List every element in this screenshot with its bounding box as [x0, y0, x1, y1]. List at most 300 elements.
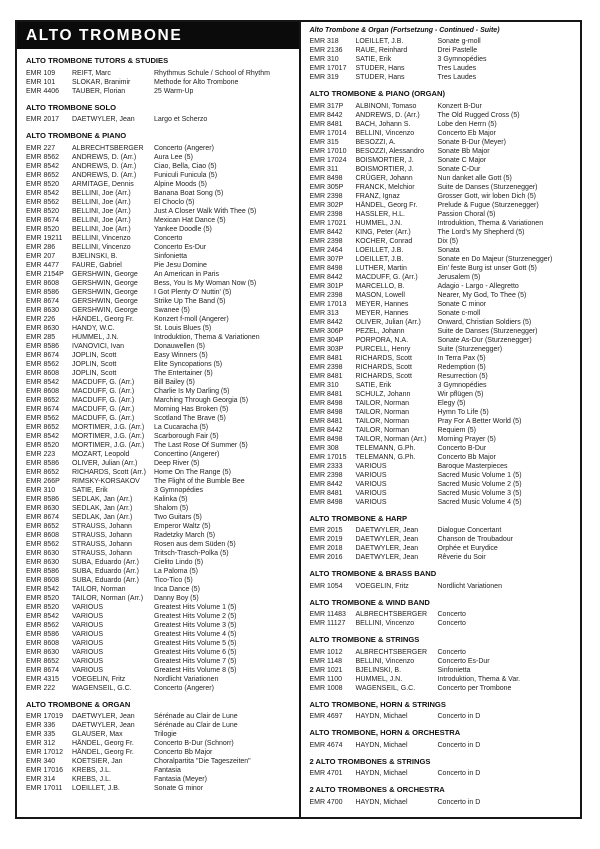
- catalog-row: [310, 582, 576, 591]
- row-composer: HÄNDEL, Georg Fr.: [72, 315, 134, 323]
- catalog-row: [26, 468, 294, 477]
- row-title: Introduktion, Thema & Var.: [437, 675, 521, 683]
- catalog-row: [310, 741, 576, 750]
- row-emr: EMR 303P: [309, 345, 344, 353]
- row-title: The Flight of the Bumble Bee: [154, 477, 245, 485]
- catalog-row: [310, 174, 576, 183]
- row-title: Concerto per Trombone: [437, 684, 512, 692]
- section-heading: ALTO TROMBONE & BRASS BAND: [309, 569, 437, 578]
- row-composer: SATIE, Erik: [355, 56, 392, 63]
- row-emr: EMR 19211: [26, 234, 63, 242]
- row-title: Sonate c-moll: [437, 309, 481, 317]
- row-title: Tres Laudes: [437, 65, 477, 72]
- row-emr: EMR 2017: [26, 116, 60, 123]
- row-composer: MORTIMER, J.G. (Arr.): [72, 432, 145, 440]
- catalog-row: [26, 369, 294, 378]
- row-emr: EMR 8498: [309, 399, 343, 407]
- row-title: Tico-Tico (5): [154, 576, 193, 584]
- row-emr: EMR 8442: [309, 480, 343, 488]
- catalog-row: [310, 453, 576, 462]
- row-emr: EMR 4700: [309, 798, 343, 806]
- row-emr: EMR 8442: [309, 111, 343, 119]
- row-emr: EMR 8520: [26, 180, 60, 188]
- catalog-row: [26, 87, 294, 96]
- catalog-row: [26, 540, 294, 549]
- row-emr: EMR 8542: [26, 189, 60, 197]
- catalog-row: [310, 480, 576, 489]
- row-title: El Choclo (5): [154, 198, 195, 206]
- row-emr: EMR 4406: [26, 87, 60, 95]
- catalog-row: [310, 201, 576, 210]
- row-emr: EMR 285: [26, 333, 56, 341]
- row-emr: EMR 8542: [26, 162, 60, 170]
- row-emr: EMR 266P: [26, 477, 60, 485]
- catalog-row: [26, 504, 294, 513]
- row-emr: EMR 11483: [309, 611, 346, 618]
- catalog-row: [26, 757, 294, 766]
- row-emr: EMR 8652: [26, 171, 60, 179]
- catalog-row: [26, 495, 294, 504]
- row-emr: EMR 4697: [309, 713, 343, 720]
- row-emr: EMR 1054: [309, 582, 343, 590]
- catalog-row: [26, 639, 294, 648]
- row-title: Charlie Is My Darling (5): [154, 387, 230, 395]
- row-composer: RICHARDS, Scott: [355, 372, 412, 380]
- row-composer: JOPLIN, Scott: [72, 369, 117, 377]
- row-emr: EMR 2016: [309, 554, 343, 561]
- row-emr: EMR 304P: [309, 336, 344, 344]
- row-composer: VOEGELIN, Fritz: [72, 675, 126, 683]
- row-composer: SEDLAK, Jan (Arr.): [72, 495, 133, 503]
- catalog-row: [26, 477, 294, 486]
- row-title: Sonate g-moll: [437, 38, 481, 45]
- catalog-row: [26, 225, 294, 234]
- row-title: Fantasia: [154, 767, 181, 774]
- row-title: Sinfonietta: [154, 252, 188, 260]
- catalog-row: [26, 441, 294, 450]
- catalog-row: [26, 423, 294, 432]
- catalog-row: [26, 69, 294, 78]
- row-emr: EMR 2333: [309, 462, 343, 470]
- row-emr: EMR 286: [26, 243, 56, 251]
- row-composer: FRANCK, Melchior: [355, 183, 415, 191]
- row-emr: EMR 2018: [309, 545, 343, 552]
- row-emr: EMR 17024: [309, 156, 347, 164]
- row-emr: EMR 8542: [26, 432, 60, 440]
- row-composer: GERSHWIN, George: [72, 270, 138, 278]
- row-composer: MOZART, Leopold: [72, 450, 130, 458]
- row-emr: EMR 1100: [309, 675, 343, 683]
- row-title: Methode for Alto Trombone: [154, 78, 239, 86]
- row-composer: WAGENSEIL, G.C.: [355, 684, 416, 692]
- catalog-row: [310, 444, 576, 453]
- row-emr: EMR 222: [26, 684, 56, 692]
- row-emr: EMR 8652: [26, 522, 60, 530]
- catalog-row: [26, 207, 294, 216]
- row-composer: MASON, Lowell: [355, 291, 405, 299]
- row-composer: VARIOUS: [72, 630, 103, 638]
- row-emr: EMR 2398: [309, 210, 343, 218]
- row-composer: HUMMEL, J.N.: [355, 675, 403, 683]
- row-emr: EMR 8630: [26, 648, 60, 656]
- section-heading: ALTO TROMBONE, HORN & STRINGS: [309, 699, 446, 709]
- row-composer: MORTIMER, J.G. (Arr.): [72, 423, 145, 431]
- row-title: 3 Gymnopédies: [154, 486, 204, 494]
- row-title: Sonate C minor: [437, 300, 487, 308]
- row-composer: STRAUSS, Johann: [72, 531, 132, 539]
- row-composer: BELLINI, Joe (Arr.): [72, 198, 131, 206]
- row-composer: VARIOUS: [72, 639, 103, 647]
- row-composer: KREBS, J.L.: [72, 767, 111, 774]
- catalog-row: [310, 246, 576, 255]
- row-emr: EMR 8542: [26, 612, 60, 620]
- row-emr: EMR 8630: [26, 504, 60, 512]
- row-emr: EMR 8498: [309, 408, 343, 416]
- row-composer: TAILOR, Norman: [355, 426, 410, 434]
- row-title: Emperor Waltz (5): [154, 522, 211, 530]
- row-composer: DAETWYLER, Jean: [355, 536, 419, 543]
- row-title: Greatest Hits Volume 1 (5): [154, 603, 237, 611]
- row-composer: ANDREWS, D. (Arr.): [355, 111, 420, 119]
- row-emr: EMR 4315: [26, 675, 60, 683]
- row-title: Alpine Moods (5): [154, 180, 207, 188]
- row-title: The Old Rugged Cross (5): [437, 111, 520, 119]
- row-title: Sacred Music Volume 4 (5): [437, 498, 522, 506]
- row-title: Inca Dance (5): [154, 585, 200, 593]
- row-emr: EMR 8586: [26, 630, 60, 638]
- row-composer: SATIE, Erik: [355, 381, 392, 389]
- catalog-row: [26, 189, 294, 198]
- row-emr: EMR 8630: [26, 306, 60, 314]
- row-emr: EMR 8608: [26, 639, 60, 647]
- row-title: Bill Bailey (5): [154, 378, 195, 386]
- row-composer: SUBA, Eduardo (Arr.): [72, 576, 139, 584]
- catalog-row: [26, 684, 294, 693]
- catalog-row: [310, 426, 576, 435]
- left-column-sections: [17, 56, 299, 793]
- row-title: Ciao, Bella, Ciao (5): [154, 162, 217, 170]
- catalog-row: [26, 315, 294, 324]
- row-composer: STUDER, Hans: [355, 74, 405, 81]
- catalog-row: [310, 462, 576, 471]
- row-emr: EMR 8442: [309, 228, 343, 236]
- catalog-row: [26, 270, 294, 279]
- catalog-row: [26, 78, 294, 87]
- catalog-row: [26, 162, 294, 171]
- row-title: Marching Through Georgia (5): [154, 396, 249, 404]
- row-composer: IVANOVICI, Ivan: [72, 342, 124, 350]
- section-heading: 2 ALTO TROMBONES & STRINGS: [309, 756, 431, 766]
- row-emr: EMR 308: [309, 444, 339, 452]
- catalog-row: [310, 192, 576, 201]
- row-emr: EMR 307P: [309, 255, 344, 263]
- row-composer: FAURE, Gabriel: [72, 261, 122, 269]
- row-composer: DAETWYLER, Jean: [355, 527, 419, 534]
- row-title: Ein' feste Burg ist unser Gott (5): [437, 264, 537, 272]
- row-emr: EMR 8586: [26, 459, 60, 467]
- row-composer: KREBS, J.L.: [72, 776, 111, 783]
- section-heading: ALTO TROMBONE & PIANO: [26, 131, 127, 140]
- catalog-row: [310, 363, 576, 372]
- row-emr: EMR 312: [26, 740, 56, 747]
- catalog-row: [310, 120, 576, 129]
- section-heading: ALTO TROMBONE & ORGAN: [26, 699, 131, 709]
- catalog-row: [26, 396, 294, 405]
- catalog-row: [26, 522, 294, 531]
- catalog-row: [26, 585, 294, 594]
- catalog-row: [310, 318, 576, 327]
- row-emr: EMR 223: [26, 450, 56, 458]
- row-emr: EMR 310: [309, 56, 339, 63]
- row-composer: MACDUFF, G. (Arr.): [72, 405, 135, 413]
- row-emr: EMR 8674: [26, 216, 60, 224]
- row-composer: HAYDN, Michael: [355, 770, 408, 777]
- row-title: Sonate G minor: [154, 785, 204, 792]
- row-emr: EMR 109: [26, 69, 56, 77]
- row-composer: BELLINI, Joe (Arr.): [72, 207, 131, 215]
- row-composer: VARIOUS: [355, 462, 387, 470]
- row-title: Sacred Music Volume 3 (5): [437, 489, 522, 497]
- row-composer: MACDUFF, G. (Arr.): [72, 414, 135, 422]
- row-emr: EMR 227: [26, 144, 56, 152]
- catalog-row: [26, 297, 294, 306]
- catalog-row: [26, 153, 294, 162]
- catalog-row: [310, 675, 576, 684]
- row-emr: EMR 2015: [309, 527, 343, 534]
- row-composer: RIMSKY-KORSAKOV: [72, 477, 140, 485]
- catalog-row: [310, 712, 576, 721]
- row-composer: JOPLIN, Scott: [72, 351, 117, 359]
- row-emr: EMR 305P: [309, 183, 344, 191]
- right-column: [299, 22, 581, 817]
- row-title: Funiculi Funicula (5): [154, 171, 218, 179]
- row-composer: LOEILLET, J.B.: [355, 246, 404, 254]
- catalog-row: [310, 666, 576, 675]
- row-emr: EMR 8481: [309, 120, 343, 128]
- catalog-row: [26, 252, 294, 261]
- row-emr: EMR 101: [26, 78, 56, 86]
- row-composer: GLAUSER, Max: [72, 731, 123, 738]
- row-composer: MEYER, Hannes: [355, 300, 409, 308]
- catalog-row: [310, 129, 576, 138]
- section-continued-heading: Alto Trombone & Organ (Fortsetzung - Continued - Suite): [309, 27, 500, 34]
- row-emr: EMR 17021: [309, 219, 347, 227]
- row-emr: EMR 17017: [309, 65, 347, 72]
- section-heading: ALTO TROMBONE & PIANO (ORGAN): [309, 89, 446, 98]
- row-emr: EMR 4674: [309, 741, 343, 749]
- row-emr: EMR 8542: [26, 585, 60, 593]
- row-title: Jerusalem (5): [437, 273, 481, 281]
- catalog-row: [310, 408, 576, 417]
- catalog-row: [26, 648, 294, 657]
- row-emr: EMR 8674: [26, 351, 60, 359]
- row-emr: EMR 17016: [26, 767, 63, 774]
- catalog-row: [26, 243, 294, 252]
- catalog-row: [26, 351, 294, 360]
- row-composer: TAILOR, Norman (Arr.): [355, 435, 427, 443]
- row-title: Concerto (Angerer): [154, 684, 214, 692]
- row-emr: EMR 17014: [309, 129, 347, 137]
- row-emr: EMR 310: [309, 381, 339, 389]
- catalog-row: [26, 180, 294, 189]
- row-title: Wir pflügen (5): [437, 390, 484, 398]
- row-composer: ANDREWS, D. (Arr.): [72, 171, 137, 179]
- row-title: La Cucaracha (5): [154, 423, 209, 431]
- row-emr: EMR 8562: [26, 621, 60, 629]
- row-composer: VARIOUS: [355, 489, 387, 497]
- row-title: Concerto B-Dur (Schnorr): [154, 740, 234, 747]
- row-composer: HAYDN, Michael: [355, 741, 408, 749]
- row-emr: EMR 8652: [26, 657, 60, 665]
- row-emr: EMR 8630: [26, 324, 60, 332]
- catalog-row: [26, 603, 294, 612]
- row-title: Home On The Range (5): [154, 468, 231, 476]
- row-emr: EMR 8562: [26, 198, 60, 206]
- row-title: Aura Lee (5): [154, 153, 193, 161]
- row-title: Tritsch-Trasch-Polka (5): [154, 549, 229, 557]
- section-heading: 2 ALTO TROMBONES & ORCHESTRA: [309, 785, 445, 794]
- row-composer: STRAUSS, Johann: [72, 522, 132, 530]
- row-emr: EMR 335: [26, 731, 56, 738]
- catalog-row: [310, 390, 576, 399]
- catalog-row: [310, 684, 576, 693]
- row-composer: CRÜGER, Johann: [355, 174, 413, 182]
- catalog-row: [310, 282, 576, 291]
- row-emr: EMR 8498: [309, 174, 343, 182]
- row-title: Two Guitars (5): [154, 513, 202, 521]
- row-title: Sonate en Do Majeur (Sturzenegger): [437, 255, 553, 263]
- row-title: Bess, You Is My Woman Now (5): [154, 279, 257, 287]
- row-emr: EMR 2136: [309, 47, 343, 54]
- row-emr: EMR 8520: [26, 441, 60, 449]
- row-composer: DAETWYLER, Jean: [355, 554, 419, 561]
- row-emr: EMR 17011: [26, 785, 63, 792]
- row-composer: SUBA, Eduardo (Arr.): [72, 567, 139, 575]
- row-composer: DAETWYLER, Jean: [72, 116, 135, 123]
- row-composer: VARIOUS: [355, 480, 387, 488]
- catalog-row: [310, 300, 576, 309]
- row-composer: TAILOR, Norman: [72, 585, 126, 593]
- catalog-row: [26, 115, 294, 124]
- row-emr: EMR 2398: [309, 471, 343, 479]
- row-composer: TAILOR, Norman: [355, 417, 410, 425]
- row-emr: EMR 2398: [309, 237, 343, 245]
- row-composer: HUMMEL, J.N.: [72, 333, 119, 341]
- catalog-row: [310, 399, 576, 408]
- row-title: Sérénade au Clair de Lune: [154, 713, 238, 720]
- row-composer: HÄNDEL, Georg Fr.: [355, 201, 418, 209]
- row-title: Nearer, My God, To Thee (5): [437, 291, 527, 299]
- row-title: Concerto in D: [437, 713, 481, 720]
- row-composer: VARIOUS: [72, 603, 103, 611]
- row-title: Pie Jesu Domine: [154, 261, 207, 269]
- row-composer: ALBINONI, Tomaso: [355, 102, 417, 110]
- row-composer: OLIVER, Julian (Arr.): [355, 318, 421, 326]
- row-emr: EMR 17019: [26, 713, 63, 720]
- row-composer: GERSHWIN, George: [72, 279, 138, 287]
- row-title: Dialogue Concertant: [437, 527, 502, 534]
- row-emr: EMR 8608: [26, 279, 60, 287]
- row-title: Deep River (5): [154, 459, 200, 467]
- row-composer: PEZEL, Johann: [355, 327, 405, 335]
- row-emr: EMR 8442: [309, 318, 343, 326]
- row-emr: EMR 8608: [26, 576, 60, 584]
- row-title: 3 Gymnopédies: [437, 56, 487, 63]
- row-emr: EMR 2019: [309, 536, 343, 543]
- catalog-row: [26, 333, 294, 342]
- catalog-row: [26, 513, 294, 522]
- row-title: Nun danket alle Gott (5): [437, 174, 512, 182]
- row-title: An American in Paris: [154, 270, 219, 278]
- row-composer: BELLINI, Vincenzo: [355, 657, 415, 665]
- row-emr: EMR 17013: [309, 300, 347, 308]
- row-title: Nordlicht Variationen: [437, 582, 502, 590]
- row-composer: PORPORA, N.A.: [355, 336, 409, 344]
- row-composer: HÄNDEL, Georg Fr.: [72, 740, 134, 747]
- row-emr: EMR 8481: [309, 489, 343, 497]
- row-emr: EMR 8586: [26, 567, 60, 575]
- row-emr: EMR 340: [26, 758, 56, 765]
- catalog-row: [26, 748, 294, 757]
- row-composer: REIFT, Marc: [72, 69, 111, 77]
- row-title: Morning Has Broken (5): [154, 405, 229, 413]
- catalog-row: [310, 183, 576, 192]
- catalog-row: [26, 306, 294, 315]
- row-emr: EMR 8652: [26, 468, 60, 476]
- row-title: I Got Plenty O' Nuttin' (5): [154, 288, 232, 296]
- row-emr: EMR 8562: [26, 360, 60, 368]
- row-title: Greatest Hits Volume 7 (5): [154, 657, 237, 665]
- row-composer: VARIOUS: [72, 657, 103, 665]
- row-composer: SLOKAR, Branimir: [72, 78, 131, 86]
- catalog-row: [310, 657, 576, 666]
- row-title: Sonate Bb Major: [437, 147, 490, 155]
- row-emr: EMR 2464: [309, 246, 343, 254]
- row-emr: EMR 8586: [26, 342, 60, 350]
- row-emr: EMR 2398: [309, 363, 343, 371]
- row-title: Choralpartita "Die Tageszeiten": [154, 758, 251, 765]
- catalog-row: [26, 576, 294, 585]
- catalog-row: [310, 354, 576, 363]
- row-composer: SUBA, Eduardo (Arr.): [72, 558, 139, 566]
- row-title: Konzert f-moll (Angerer): [154, 315, 229, 323]
- row-composer: TELEMANN, G.Ph.: [355, 453, 416, 461]
- row-composer: SCHULZ, Johann: [355, 390, 411, 398]
- row-composer: DAETWYLER, Jean: [355, 545, 419, 552]
- row-composer: VARIOUS: [72, 621, 103, 629]
- row-title: Introduktion, Thema & Variationen: [437, 219, 544, 227]
- row-composer: VOEGELIN, Fritz: [355, 582, 409, 590]
- row-emr: EMR 8586: [26, 495, 60, 503]
- row-composer: JOPLIN, Scott: [72, 360, 117, 368]
- catalog-row: [26, 784, 294, 793]
- section-heading: ALTO TROMBONE & WIND BAND: [309, 597, 430, 607]
- catalog-row: [26, 486, 294, 495]
- row-title: The Entertainer (5): [154, 369, 213, 377]
- catalog-row: [26, 730, 294, 739]
- row-title: Chanson de Troubadour: [437, 536, 513, 543]
- row-composer: LUTHER, Martin: [355, 264, 407, 272]
- row-emr: EMR 8481: [309, 372, 343, 380]
- row-composer: LOEILLET, J.B.: [355, 255, 404, 263]
- row-title: Strike Up The Band (5): [154, 297, 226, 305]
- catalog-page-frame: [15, 20, 582, 819]
- row-composer: WAGENSEIL, G.C.: [72, 684, 132, 692]
- row-title: Concerto in D: [437, 741, 481, 749]
- row-emr: EMR 310: [26, 486, 56, 494]
- row-title: Easy Winners (5): [154, 351, 208, 359]
- row-emr: EMR 8562: [26, 153, 60, 161]
